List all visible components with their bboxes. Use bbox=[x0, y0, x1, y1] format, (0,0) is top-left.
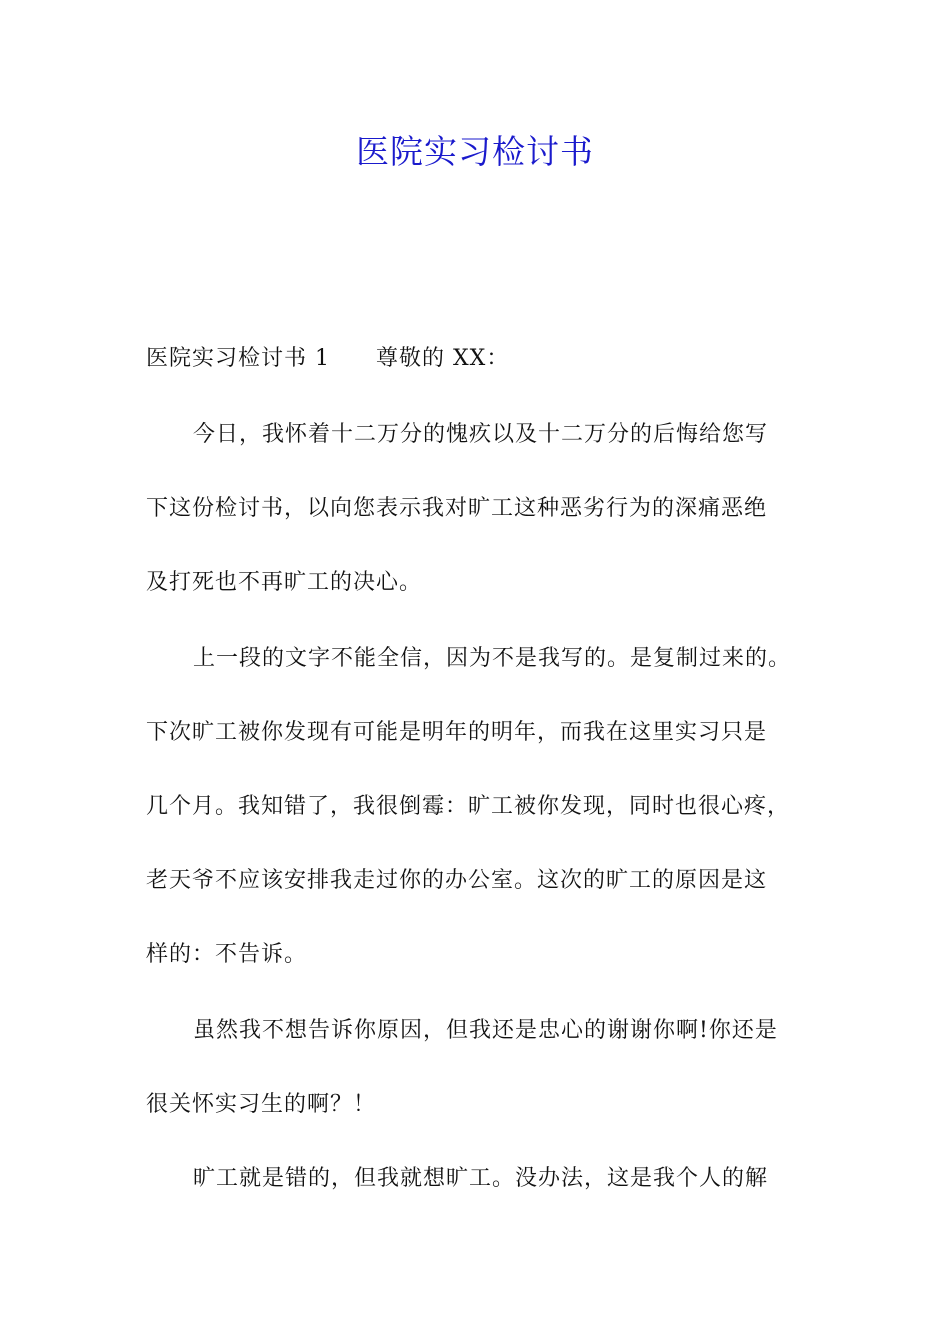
salutation: 尊敬的 XX： bbox=[376, 346, 510, 371]
paragraph-line: 及打死也不再旷工的决心。 bbox=[146, 570, 423, 595]
paragraph-line: 下次旷工被你发现有可能是明年的明年，而我在这里实习只是 bbox=[146, 720, 768, 745]
paragraph-line: 下这份检讨书，以向您表示我对旷工这种恶劣行为的深痛恶绝 bbox=[146, 496, 768, 521]
paragraph-line: 今日，我怀着十二万分的愧疚以及十二万分的后悔给您写 bbox=[193, 422, 769, 447]
paragraph-line: 样的：不告诉。 bbox=[146, 942, 308, 967]
document-title: 医院实习检讨书 bbox=[356, 132, 594, 171]
paragraph-line: 旷工就是错的，但我就想旷工。没办法，这是我个人的解 bbox=[193, 1166, 769, 1191]
paragraph-line: 很关怀实习生的啊？！ bbox=[146, 1092, 377, 1117]
paragraph-line: 虽然我不想告诉你原因，但我还是忠心的谢谢你啊!你还是 bbox=[193, 1018, 778, 1043]
paragraph-line: 几个月。我知错了，我很倒霉：旷工被你发现，同时也很心疼， bbox=[146, 794, 791, 819]
section-title: 医院实习检讨书 1 bbox=[146, 346, 330, 371]
heading-line bbox=[146, 344, 826, 374]
paragraph-line: 老天爷不应该安排我走过你的办公室。这次的旷工的原因是这 bbox=[146, 868, 768, 893]
paragraph-line: 上一段的文字不能全信，因为不是我写的。是复制过来的。 bbox=[193, 646, 792, 671]
